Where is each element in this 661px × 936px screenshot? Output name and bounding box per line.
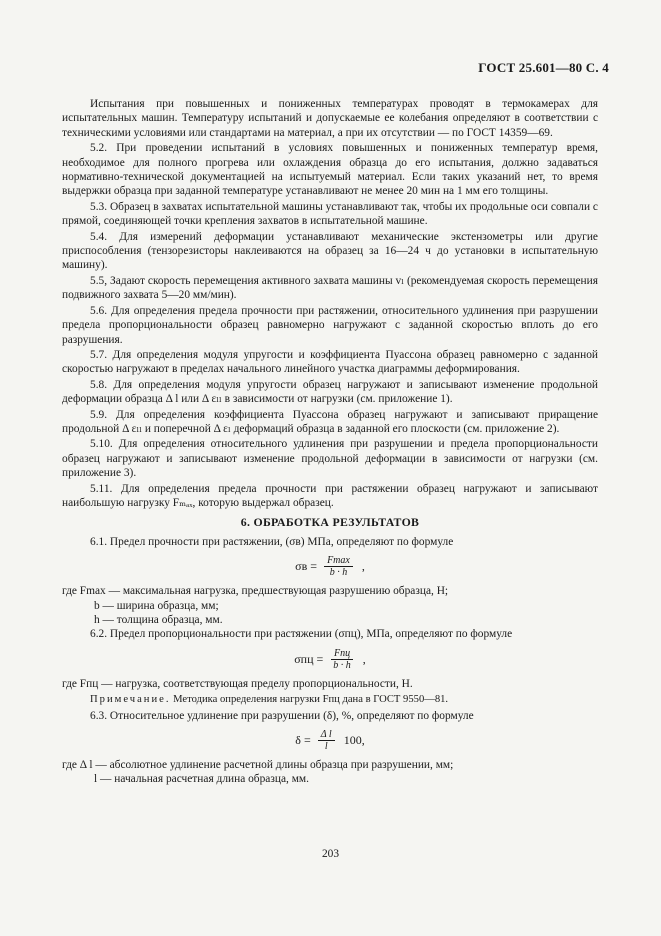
paragraph-5-3: 5.3. Образец в захватах испытательной машины устанавливают так, чтобы их продольные оси совпали с прямой, соединяющей точки крепления захватов в испытательной машине. <box>62 200 598 228</box>
paragraph-5-7: 5.7. Для определения модуля упругости и коэффициента Пуассона образец равномерно с заданной скоростью нагружают в пределах начального линейного участка диаграммы деформирования. <box>62 348 598 376</box>
formula-denominator: b · h <box>333 659 351 671</box>
paragraph-5-9: 5.9. Для определения коэффициента Пуассона образец нагружают и записывают приращение продольной Δ εₗₗ и поперечной Δ εₗ деформаций образца в заданной его плоскости (см. приложение 2). <box>62 408 598 435</box>
standard-header: ГОСТ 25.601—80 С. 4 <box>478 60 609 75</box>
where-line: b — ширина образца, мм; <box>94 599 219 612</box>
formula-fraction <box>318 729 335 752</box>
note-label: Примечание. <box>90 694 171 706</box>
paragraph-6-3: 6.3. Относительное удлинение при разрушении (δ), %, определяют по формуле <box>90 709 474 722</box>
formula-elongation <box>62 729 598 752</box>
formula-fraction <box>330 648 354 671</box>
formula-proportional-limit <box>62 648 598 671</box>
paragraph-6-2: 6.2. Предел пропорциональности при растяжении (σпц), МПа, определяют по формуле <box>90 628 513 641</box>
paragraph-5-5: 5.5, Задают скорость перемещения активного захвата машины vₗ (рекомендуемая скорость перемещения подвижного захвата 5—20 мм/мин). <box>62 274 598 302</box>
paragraph-6-1: 6.1. Предел прочности при растяжении, (σв) МПа, определяют по формуле <box>90 535 454 548</box>
section-title: 6. ОБРАБОТКА РЕЗУЛЬТАТОВ <box>240 515 420 530</box>
formula-numerator: Δ l <box>318 729 335 741</box>
paragraph-5-2: 5.2. При проведении испытаний в условиях повышенных и пониженных температур время, необходимое для полного прогрева или охлаждения образца до его испытания, должно задаваться нормативно-технической документацией на испытуемый материал. Если таких указаний нет, то время выдержки образца при заданной температуре устанавливают не менее 20 мин на 1 мм его толщины. <box>62 142 598 198</box>
where-line: где Δ l — абсолютное удлинение расчетной длины образца при разрушении, мм; <box>62 759 454 772</box>
formula-tensile-strength <box>62 555 598 578</box>
where-line: где Fпц — нагрузка, соответствующая пределу пропорциональности, Н. <box>62 677 413 690</box>
formula-tail: , <box>362 652 366 667</box>
where-line: где Fmax — максимальная нагрузка, предшествующая разрушению образца, Н; <box>62 585 449 598</box>
paragraph-5-4: 5.4. Для измерений деформации устанавливают механические экстензометры или другие приспособления (тензорезисторы наклеиваются на образец за 16—24 ч до установки в испытательную машину). <box>62 230 598 272</box>
where-line: l — начальная расчетная длина образца, мм. <box>94 773 309 786</box>
formula-numerator: Fmax <box>324 555 353 567</box>
paragraph-5-8: 5.8. Для определения модуля упругости образец нагружают и записывают изменение продольной деформации образца Δ l или Δ εₗₗ в зависимости от нагрузки (см. приложение 1). <box>62 378 598 406</box>
formula-tail: , <box>361 559 365 574</box>
document-body <box>62 97 598 787</box>
formula-denominator: b · h <box>329 567 348 579</box>
paragraph-5-10: 5.10. Для определения относительного удлинения при разрушении и предела пропорциональности образец нагружают и записывают изменение продольной деформации в зависимости от нагрузки (см. приложение 3). <box>62 438 598 480</box>
page-number: 203 <box>321 848 340 860</box>
note-text: Методика определения нагрузки Fпц дана в ГОСТ 9550—81. <box>173 694 449 706</box>
formula-denominator: l <box>324 741 328 753</box>
formula-lhs: σв = <box>295 559 318 574</box>
paragraph-5-6: 5.6. Для определения предела прочности при растяжении, относительного удлинения при разрушении предела пропорциональности образец равномерно нагружают с заданной скоростью вплоть до его разрушения. <box>62 304 598 346</box>
formula-lhs: δ = <box>295 733 311 748</box>
formula-fraction <box>324 555 353 578</box>
formula-lhs: σпц = <box>294 652 324 667</box>
paragraph: Испытания при повышенных и пониженных температурах проводят в термокамерах для испытательных машин. Температуру испытаний и допускаемые ее колебания определяют в соответствии с техническими условиями или стандартами на материал, а при их отсутствии — по ГОСТ 14359—69. <box>62 98 598 139</box>
formula-tail: 100, <box>343 733 365 748</box>
where-line: h — толщина образца, мм. <box>94 614 223 626</box>
note <box>62 693 598 707</box>
paragraph-5-11: 5.11. Для определения предела прочности при растяжении образец нагружают и записывают наибольшую нагрузку Fₘₐₓ, которую выдержал образец. <box>62 482 598 509</box>
formula-numerator: Fпц <box>331 648 353 660</box>
